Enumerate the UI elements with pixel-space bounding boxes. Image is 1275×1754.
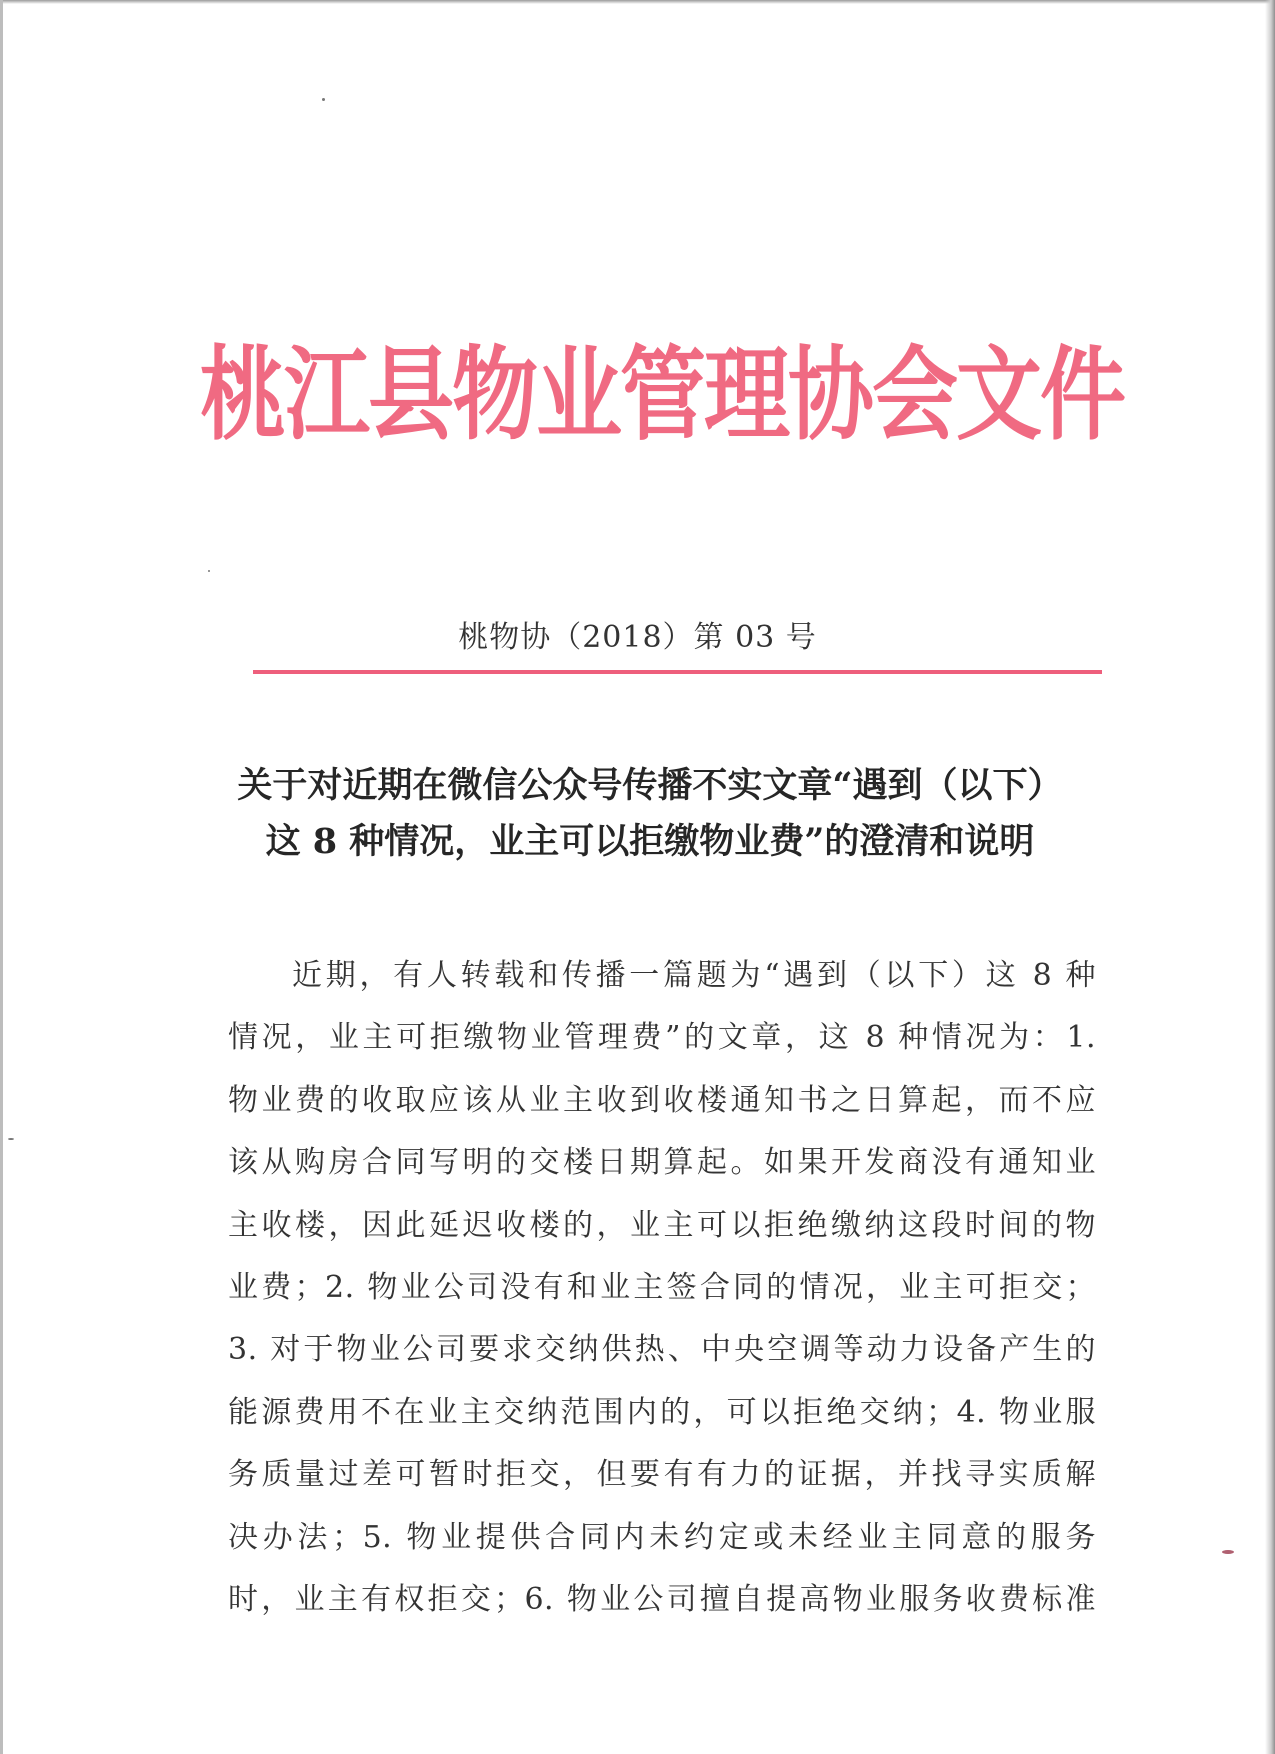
- body-line: 决办法；5. 物业提供合同内未约定或未经业主同意的服务: [228, 1519, 1096, 1555]
- body-line: 物业费的收取应该从业主收到收楼通知书之日算起，而不应: [228, 1082, 1096, 1118]
- body-line: 务质量过差可暂时拒交，但要有有力的证据，并找寻实质解: [228, 1457, 1096, 1493]
- body-line: 时，业主有权拒交；6. 物业公司擅自提高物业服务收费标准: [228, 1582, 1096, 1618]
- scan-speck: [322, 98, 325, 101]
- scan-speck: [1222, 1550, 1234, 1554]
- scan-speck: [8, 1138, 14, 1140]
- document-number: 桃物协（2018）第 03 号: [458, 620, 817, 655]
- scan-edge-right: [1265, 0, 1275, 1754]
- scan-edge-left: [0, 0, 3, 1754]
- document-title-line-1: 关于对近期在微信公众号传播不实文章“遇到（以下）: [237, 765, 1063, 806]
- body-line: 能源费用不在业主交纳范围内的，可以拒绝交纳；4. 物业服: [228, 1394, 1096, 1430]
- body-line: 3. 对于物业公司要求交纳供热、中央空调等动力设备产生的: [228, 1332, 1096, 1368]
- body-line: 主收楼，因此延迟收楼的，业主可以拒绝缴纳这段时间的物: [228, 1207, 1096, 1243]
- body-line: 情况，业主可拒缴物业管理费”的文章，这 8 种情况为：1.: [228, 1020, 1096, 1056]
- body-line: 该从购房合同写明的交楼日期算起。如果开发商没有通知业: [228, 1145, 1096, 1181]
- scan-speck: [208, 570, 210, 572]
- document-title: [180, 758, 1120, 870]
- scan-edge-top: [0, 0, 1275, 4]
- body-line: 近期，有人转载和传播一篇题为“遇到（以下）这 8 种: [292, 958, 1096, 993]
- letterhead-title: 桃江县物业管理协会文件: [200, 336, 1124, 455]
- document-title-line-2: 这 8 种情况，业主可以拒缴物业费”的澄清和说明: [265, 821, 1035, 862]
- body-line: 业费；2. 物业公司没有和业主签合同的情况，业主可拒交；: [228, 1270, 1096, 1306]
- body-paragraph: [228, 945, 1096, 1631]
- red-divider-rule: [253, 670, 1102, 674]
